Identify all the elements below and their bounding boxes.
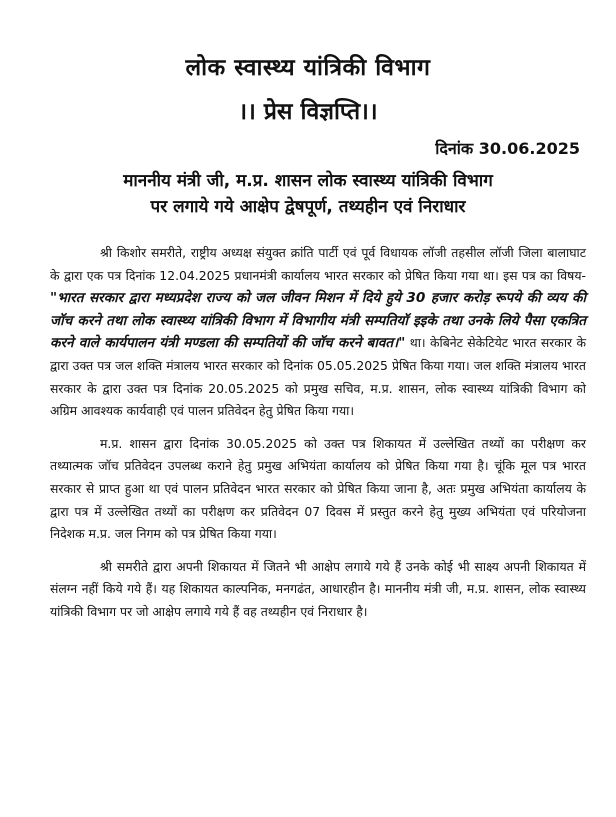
headline-line-2: पर लगाये गये आक्षेप द्वेषपूर्ण, तथ्यहीन एवं निराधार xyxy=(150,197,466,217)
paragraph-1 xyxy=(50,242,586,423)
paragraph-1-start: श्री किशोर समरीते, राष्ट्रीय अध्यक्ष संयुक्त क्रांति पार्टी एवं पूर्व विधायक लॉजी तहसील लॉजी जिला बालाघाट के द्वारा एक पत्र दिनांक 12.04.2025 प्रधानमंत्री कार्यालय भारत सरकार को प्रेषित किया गया था। इस पत्र का विषय- xyxy=(50,245,586,283)
press-release-title: ।। प्रेस विज्ञप्ति।। xyxy=(238,99,378,125)
paragraph-1-end: था। केबिनेट सेकेटियेट भारत सरकार के द्वारा उक्त पत्र जल शक्ति मंत्रालय भारत सरकार को दिनांक 05.05.2025 प्रेषित किया गया। जल शक्ति मंत्रालय भारत सरकार के द्वारा उक्त पत्र दिनांक 20.05.2025 को प्रमुख सचिव, म.प्र. शासन, लोक स्वास्थ्य यांत्रिकी विभाग को अग्रिम आवश्यक कार्यवाही एवं पालन प्रतिवेदन हेतु प्रेषित किया गया। xyxy=(50,335,586,419)
headline-line-1: माननीय मंत्री जी, म.प्र. शासन लोक स्वास्थ्य यांत्रिकी विभाग xyxy=(123,171,493,191)
body-text xyxy=(50,242,586,634)
paragraph-2: म.प्र. शासन द्वारा दिनांक 30.05.2025 को उक्त पत्र शिकायत में उल्लेखित तथ्यों का परीक्षण कर तथ्यात्मक जॉच प्रतिवेदन उपलब्ध कराने हेतु प्रमुख अभियंता कार्यालय को प्रेषित किया गया है। चूंकि मूल पत्र भारत सरकार से प्राप्त हुआ था एवं पालन प्रतिवेदन भारत सरकार को प्रेषित किया जाना है, अतः प्रमुख अभियंता कार्यालय के द्वारा पत्र में उल्लेखित तथ्यों का परीक्षण कर प्रतिवेदन 07 दिवस में प्रस्तुत करने हेतु मुख्य अभियंता एवं परियोजना निदेशक म.प्र. जल निगम को पत्र प्रेषित किया गया। xyxy=(50,435,586,542)
department-title: लोक स्वास्थ्य यांत्रिकी विभाग xyxy=(185,55,431,81)
paragraph-3: श्री समरीते द्वारा अपनी शिकायत में जितने भी आक्षेप लगाये गये हैं उनके कोई भी साक्ष्य अपनी शिकायत में संलग्न नहीं किये गये हैं। यह शिकायत काल्पनिक, मनगढंत, आधारहीन है। माननीय मंत्री जी, म.प्र. शासन, लोक स्वास्थ्य यांत्रिकी विभाग पर जो आक्षेप लगाये गये हैं वह तथ्यहीन एवं निराधार है। xyxy=(50,558,586,619)
letter-subject: "भारत सरकार द्वारा मध्यप्रदेश राज्य को जल जीवन मिशन में दिये हुये 30 हजार करोड़ रूपये की व्यय की जॉच करने तथा लोक स्वास्थ्य यांत्रिकी विभाग में विभागीय मंत्री सम्पतियॉ इइके तथा उनके लिये पैसा एकत्रित करने वाले कार्यपालन यंत्री मण्डला की सम्पतियों की जॉच करने बावत।" xyxy=(50,290,586,352)
release-date: दिनांक 30.06.2025 xyxy=(435,139,580,158)
headline xyxy=(40,168,576,220)
